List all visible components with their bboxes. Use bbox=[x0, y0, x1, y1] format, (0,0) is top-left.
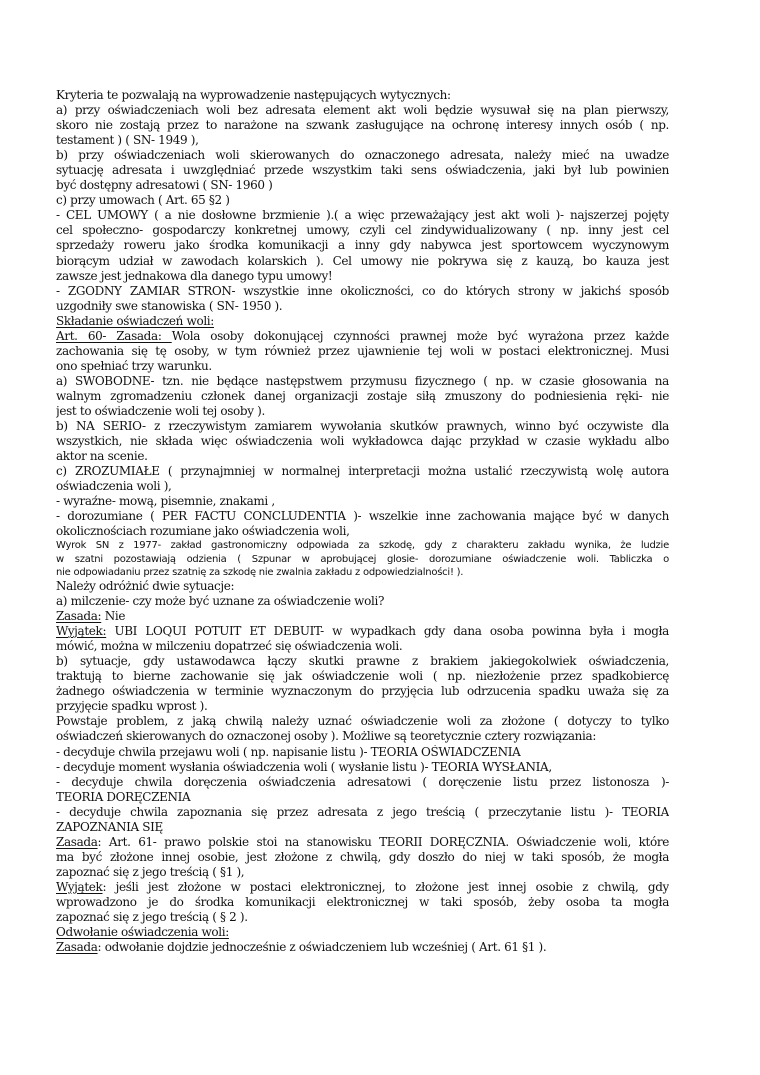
line-text: - dorozumiane ( PER FACTU CONCLUDENTIA )- wszelkie inne zachowania mające być w danych bbox=[56, 509, 669, 524]
text-line bbox=[56, 820, 669, 835]
text-line bbox=[56, 553, 669, 566]
text-line bbox=[56, 594, 669, 609]
line-text: oświadczenia woli ), bbox=[56, 479, 172, 494]
text-line bbox=[56, 389, 669, 404]
text-line bbox=[56, 359, 669, 374]
line-text: w szatni pozostawiają odzienia ( Szpunar w aprobującej glosie- dorozumiane oświadczenie woli. Tabliczka o bbox=[56, 553, 669, 565]
text-line bbox=[56, 566, 669, 579]
underlined-heading: Odwołanie oświadczenia woli: bbox=[56, 925, 229, 940]
text-line bbox=[56, 404, 669, 419]
text-line bbox=[56, 714, 669, 729]
line-text: skoro nie zostają przez to narażone na szwank zasługujące na ochronę interesy innych osób ( np. bbox=[56, 118, 669, 133]
document-page bbox=[56, 88, 669, 955]
line-text: a) milczenie- czy może być uznane za oświadczenie woli? bbox=[56, 594, 385, 609]
line-text: - decyduje chwila doręczenia oświadczenia adresatowi ( doręczenie listu przez listonosza )- bbox=[56, 774, 669, 789]
line-text: Powstaje problem, z jaką chwilą należy uznać oświadczenie woli za złożone ( dotyczy to tylko bbox=[56, 714, 669, 729]
line-text: traktują to bierne zachowanie się jak oświadczenie woli ( np. niezłożenie przez spadkobiercę bbox=[56, 669, 669, 684]
line-text: : Art. 61- prawo polskie stoi na stanowisku TEORII DORĘCZNIA. Oświadczenie woli, które bbox=[97, 834, 669, 849]
line-text: c) przy umowach ( Art. 65 §2 ) bbox=[56, 193, 230, 208]
text-line bbox=[56, 299, 669, 314]
text-line bbox=[56, 374, 669, 389]
line-text: - decyduje moment wysłania oświadczenia woli ( wysłanie listu )- TEORIA WYSŁANIA, bbox=[56, 759, 552, 774]
line-text: b) przy oświadczeniach woli skierowanych do oznaczonego adresata, należy mieć na uwadze bbox=[56, 148, 669, 163]
text-line bbox=[56, 805, 669, 820]
line-text: zapoznać się z jego treścią ( § 2 ). bbox=[56, 910, 248, 925]
text-line bbox=[56, 760, 669, 775]
text-line bbox=[56, 103, 669, 118]
line-text: : odwołanie dojdzie jednocześnie z oświadczeniem lub wcześniej ( Art. 61 §1 ). bbox=[97, 940, 547, 955]
text-line bbox=[56, 208, 669, 223]
line-text: sytuację adresata i uwzględniać przede wszystkim taki sens oświadczenia, jaki był lub powinien bbox=[56, 163, 669, 178]
line-text: a) przy oświadczeniach woli bez adresata element akt woli będzie wysuwał się na plan pierwszy, bbox=[56, 103, 669, 118]
line-text: Nie bbox=[101, 609, 126, 624]
line-text: testament ) ( SN- 1949 ), bbox=[56, 133, 199, 148]
text-line bbox=[56, 669, 669, 684]
underlined-heading: Wyjątek bbox=[56, 879, 103, 894]
text-line bbox=[56, 344, 669, 359]
line-text: ZAPOZNANIA SIĘ bbox=[56, 819, 163, 834]
text-line bbox=[56, 223, 669, 238]
text-line bbox=[56, 699, 669, 714]
text-line bbox=[56, 654, 669, 669]
text-line bbox=[56, 639, 669, 654]
line-text: nie odpowiadaniu przez szatnię za szkodę nie zwalnia zakładu z odpowiedzialności! ). bbox=[56, 566, 464, 578]
line-text: wprowadzono je do środka komunikacji elektronicznej w taki sposób, żeby osoba ta mogła bbox=[56, 895, 669, 909]
text-line bbox=[56, 775, 669, 790]
text-line bbox=[56, 449, 669, 464]
text-line bbox=[56, 895, 669, 910]
line-text: być dostępny adresatowi ( SN- 1960 ) bbox=[56, 178, 273, 193]
text-line bbox=[56, 940, 669, 955]
line-text: b) sytuacje, gdy ustawodawca łączy skutki prawne z brakiem jakiegokolwiek oświadczenia, bbox=[56, 654, 669, 669]
text-line bbox=[56, 163, 669, 178]
line-text: zapoznać się z jego treścią ( §1 ), bbox=[56, 864, 245, 879]
text-line bbox=[56, 269, 669, 284]
line-text: żadnego oświadczenia w terminie wyznaczonym do przyjęcia lub odrzucenia spadku uważa się za bbox=[56, 684, 669, 699]
line-text: ono spełniać trzy warunku. bbox=[56, 358, 212, 373]
line-text: jest to oświadczenie woli tej osoby ). bbox=[56, 403, 265, 418]
line-text: - CEL UMOWY ( a nie dosłowne brzmienie ).( a więc przeważający jest akt woli )- najszerzej pojęty bbox=[56, 208, 669, 223]
text-line bbox=[56, 729, 669, 744]
text-line bbox=[56, 419, 669, 434]
line-text: przyjęcie spadku wprost ). bbox=[56, 699, 208, 714]
underlined-heading: Składanie oświadczeń woli: bbox=[56, 313, 214, 328]
text-line bbox=[56, 910, 669, 925]
text-line bbox=[56, 925, 669, 940]
text-line bbox=[56, 524, 669, 539]
text-line bbox=[56, 479, 669, 494]
text-line bbox=[56, 88, 669, 103]
line-text: TEORIA DORĘCZENIA bbox=[56, 789, 191, 804]
text-line bbox=[56, 865, 669, 880]
line-text: Należy odróżnić dwie sytuacje: bbox=[56, 579, 235, 594]
line-text: - decyduje chwila zapoznania się przez adresata z jego treścią ( przeczytanie listu )- TEORIA bbox=[56, 804, 669, 819]
line-text: b) NA SERIO- z rzeczywistym zamiarem wywołania skutków prawnych, winno być oczywiste dla bbox=[56, 419, 669, 434]
text-line bbox=[56, 118, 669, 133]
line-text: wszystkich, nie składa więc oświadczenia woli wykładowca dając przykład w czasie wykładu albo bbox=[56, 434, 669, 449]
text-line bbox=[56, 745, 669, 760]
text-line bbox=[56, 684, 669, 699]
text-line bbox=[56, 434, 669, 449]
line-text: UBI LOQUI POTUIT ET DEBUIT- w wypadkach gdy dana osoba powinna była i mogła bbox=[106, 624, 669, 639]
line-text: : jeśli jest złożone w postaci elektronicznej, to złożone jest innej osobie z chwilą, gdy bbox=[102, 879, 669, 894]
line-text: - decyduje chwila przejawu woli ( np. napisanie listu )- TEORIA OŚWIADCZENIA bbox=[56, 744, 521, 759]
text-line bbox=[56, 509, 669, 524]
line-text: ma być złożone innej osobie, jest złożone z chwilą, gdy doszło do niej w taki sposób, że mogła bbox=[56, 849, 669, 864]
line-text: zawsze jest jednakowa dla danego typu umowy! bbox=[56, 268, 333, 283]
line-text: okolicznościach rozumiane jako oświadczenia woli, bbox=[56, 524, 350, 539]
text-line bbox=[56, 148, 669, 163]
line-text: aktor na scenie. bbox=[56, 449, 148, 464]
underlined-heading: Art. 60- Zasada: bbox=[56, 328, 172, 343]
underlined-heading: Wyjątek: bbox=[56, 624, 107, 639]
text-line bbox=[56, 238, 669, 253]
text-line bbox=[56, 314, 669, 329]
text-line bbox=[56, 494, 669, 509]
line-text: c) ZROZUMIAŁE ( przynajmniej w normalnej interpretacji można ustalić rzeczywistą wolę autora bbox=[56, 464, 669, 479]
text-line bbox=[56, 464, 669, 479]
line-text: walnym zgromadzeniu członek danej organizacji zostaje siłą zmuszony do podniesienia ręki- nie bbox=[56, 388, 669, 403]
text-line bbox=[56, 178, 669, 193]
line-text: cel społeczno- gospodarczy konkretnej umowy, czyli cel zindywidualizowany ( np. inny jest cel bbox=[56, 223, 669, 238]
underlined-heading: Zasada bbox=[56, 940, 98, 955]
line-text: a) SWOBODNE- tzn. nie będące następstwem przymusu fizycznego ( np. w czasie głosowania na bbox=[56, 373, 669, 388]
text-line bbox=[56, 609, 669, 624]
text-line bbox=[56, 880, 669, 895]
line-text: zachowania się tę osoby, w tym również przez ujawnienie tej woli w postaci elektronicznej. Musi bbox=[56, 343, 669, 358]
line-text: - wyraźne- mową, pisemnie, znakami , bbox=[56, 494, 275, 509]
line-text: uzgodniły swe stanowiska ( SN- 1950 ). bbox=[56, 298, 283, 313]
text-line bbox=[56, 133, 669, 148]
text-line bbox=[56, 835, 669, 850]
text-line bbox=[56, 850, 669, 865]
line-text: sprzedaży roweru jako środka komunikacji a inny gdy nabywca jest sportowcem wyczynowym bbox=[56, 238, 669, 253]
text-line bbox=[56, 579, 669, 594]
text-line bbox=[56, 284, 669, 299]
line-text: mówić, można w milczeniu dopatrzeć się oświadczenia woli. bbox=[56, 639, 403, 654]
text-line bbox=[56, 329, 669, 344]
text-line bbox=[56, 624, 669, 639]
text-line bbox=[56, 193, 669, 208]
line-text: - ZGODNY ZAMIAR STRON- wszystkie inne okoliczności, co do których strony w jakichś sposób bbox=[56, 283, 669, 298]
line-text: biorącym udział w zawodach kolarskich ). Cel umowy nie pokrywa się z kauzą, bo kauza jest bbox=[56, 253, 669, 268]
text-line bbox=[56, 539, 669, 552]
text-line bbox=[56, 254, 669, 269]
line-text: Wola osoby dokonującej czynności prawnej może być wyrażona przez każde bbox=[171, 328, 669, 343]
line-text: oświadczeń skierowanych do oznaczonej osoby ). Możliwe są teoretycznie cztery rozwiązania: bbox=[56, 729, 597, 744]
line-text: Kryteria te pozwalają na wyprowadzenie następujących wytycznych: bbox=[56, 88, 451, 102]
text-line bbox=[56, 790, 669, 805]
underlined-heading: Zasada bbox=[56, 834, 98, 849]
underlined-heading: Zasada: bbox=[56, 609, 102, 624]
line-text: Wyrok SN z 1977- zakład gastronomiczny odpowiada za szkodę, gdy z charakteru zakładu wynika, że ludzie bbox=[56, 540, 669, 552]
